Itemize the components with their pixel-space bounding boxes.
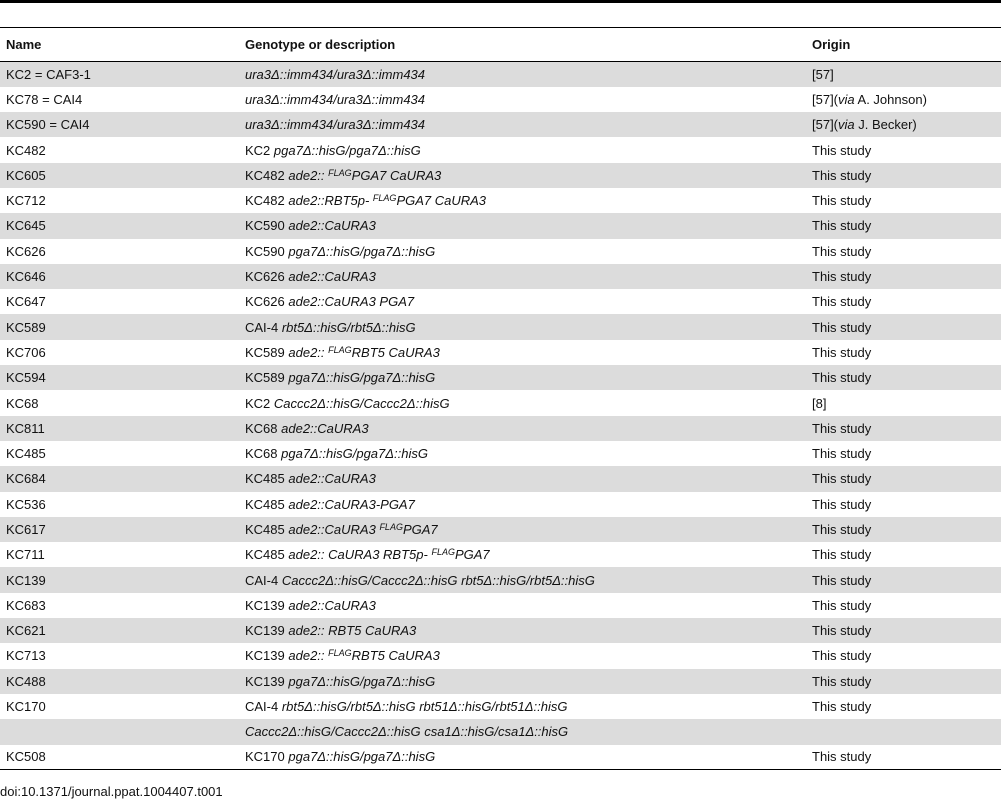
table-row bbox=[0, 441, 1001, 466]
strain-name-cell: KC2 = CAF3-1 bbox=[6, 66, 91, 82]
genotype-cell bbox=[244, 314, 811, 339]
table-row bbox=[0, 365, 1001, 390]
origin-cell bbox=[811, 517, 1001, 542]
origin-cell bbox=[811, 340, 1001, 365]
text-segment: ade2:: CaURA3 RBT5p- bbox=[288, 547, 432, 563]
table-row bbox=[0, 567, 1001, 592]
text-segment: RBT5 CaURA3 bbox=[351, 344, 440, 360]
text-segment: This study bbox=[812, 597, 872, 613]
genotype-cell bbox=[244, 517, 811, 542]
strain-name-cell: KC645 bbox=[6, 218, 46, 234]
strain-name-cell: KC646 bbox=[6, 269, 46, 285]
text-segment: ade2::CaURA3 bbox=[288, 597, 376, 613]
text-segment: This study bbox=[812, 547, 872, 563]
genotype-cell bbox=[244, 213, 811, 238]
strain-name-cell: KC589 bbox=[6, 319, 46, 335]
strain-name-cell: KC711 bbox=[6, 547, 45, 563]
superscript-tag: FLAG bbox=[379, 521, 403, 532]
table-row bbox=[0, 466, 1001, 491]
origin-cell bbox=[811, 289, 1001, 314]
origin-cell bbox=[811, 87, 1001, 112]
genotype-cell bbox=[244, 669, 811, 694]
doi-footnote: doi:10.1371/journal.ppat.1004407.t001 bbox=[0, 784, 223, 799]
origin-cell bbox=[811, 492, 1001, 517]
text-segment: [57]( bbox=[812, 91, 839, 107]
text-segment: This study bbox=[812, 167, 872, 183]
strain-name-cell: KC482 bbox=[6, 142, 46, 158]
table-row bbox=[0, 239, 1001, 264]
origin-cell bbox=[811, 593, 1001, 618]
origin-cell bbox=[811, 643, 1001, 668]
genotype-cell bbox=[244, 340, 811, 365]
text-segment: J. Becker) bbox=[854, 117, 917, 133]
text-segment: KC170 bbox=[245, 749, 289, 765]
genotype-cell bbox=[244, 416, 811, 441]
text-segment: KC626 bbox=[245, 269, 289, 285]
text-segment: KC485 bbox=[245, 547, 289, 563]
text-segment: pga7Δ::hisG/pga7Δ::hisG bbox=[273, 142, 421, 158]
superscript-tag: FLAG bbox=[372, 193, 397, 204]
text-segment: ura3Δ::imm434/ura3Δ::imm434 bbox=[245, 66, 426, 82]
table-row bbox=[0, 492, 1001, 517]
text-segment: ade2::CaURA3 bbox=[288, 471, 376, 487]
table-row bbox=[0, 745, 1001, 770]
text-segment: [57]( bbox=[812, 117, 839, 133]
genotype-cell bbox=[244, 567, 811, 592]
genotype-cell bbox=[244, 137, 811, 162]
text-segment: This study bbox=[812, 623, 872, 639]
text-segment: ade2::CaURA3 bbox=[288, 218, 376, 234]
genotype-cell bbox=[244, 188, 811, 213]
text-segment: ade2:: bbox=[288, 648, 329, 664]
text-segment: PGA7 bbox=[402, 521, 438, 537]
text-segment: KC139 bbox=[245, 673, 289, 689]
origin-cell bbox=[811, 719, 1001, 744]
text-segment: CAI-4 bbox=[245, 572, 282, 588]
header-name: Name bbox=[0, 28, 244, 62]
genotype-cell bbox=[244, 87, 811, 112]
table-row bbox=[0, 213, 1001, 238]
text-segment: This study bbox=[812, 420, 872, 436]
origin-cell bbox=[811, 542, 1001, 567]
text-segment: This study bbox=[812, 344, 872, 360]
origin-cell bbox=[811, 745, 1001, 770]
table-row bbox=[0, 593, 1001, 618]
text-segment: KC590 bbox=[245, 243, 289, 259]
text-segment: A. Johnson) bbox=[854, 91, 927, 107]
text-segment: via bbox=[838, 91, 855, 107]
text-segment: ura3Δ::imm434/ura3Δ::imm434 bbox=[245, 117, 426, 133]
header-origin: Origin bbox=[811, 28, 1001, 62]
text-segment: PGA7 CaURA3 bbox=[351, 167, 442, 183]
text-segment: CAI-4 bbox=[245, 319, 282, 335]
origin-cell bbox=[811, 314, 1001, 339]
strain-name-cell: KC590 = CAI4 bbox=[6, 117, 90, 133]
strain-name-cell: KC684 bbox=[6, 471, 46, 487]
text-segment: PGA7 bbox=[454, 547, 490, 563]
strain-name-cell: KC508 bbox=[0, 745, 244, 770]
text-segment: This study bbox=[812, 521, 872, 537]
genotype-cell bbox=[244, 745, 811, 770]
table-row bbox=[0, 87, 1001, 112]
strain-name-cell: KC706 bbox=[6, 344, 46, 360]
genotype-cell bbox=[244, 492, 811, 517]
genotype-cell bbox=[244, 390, 811, 415]
table-row bbox=[0, 390, 1001, 415]
text-segment: KC485 bbox=[245, 521, 289, 537]
origin-cell bbox=[811, 441, 1001, 466]
text-segment: ade2:: bbox=[288, 344, 329, 360]
text-segment: rbt5Δ::hisG/rbt5Δ::hisG bbox=[281, 319, 416, 335]
text-segment: This study bbox=[812, 648, 872, 664]
table-row bbox=[0, 669, 1001, 694]
origin-cell bbox=[811, 416, 1001, 441]
strain-name-cell: KC536 bbox=[6, 496, 46, 512]
text-segment: ade2::CaURA3-PGA7 bbox=[288, 496, 415, 512]
superscript-tag: FLAG bbox=[328, 648, 352, 659]
table-row bbox=[0, 416, 1001, 441]
text-segment: KC139 bbox=[245, 597, 289, 613]
text-segment: ade2:: bbox=[288, 167, 329, 183]
origin-cell bbox=[811, 62, 1001, 87]
text-segment: pga7Δ::hisG/pga7Δ::hisG bbox=[288, 673, 436, 689]
origin-cell bbox=[811, 694, 1001, 719]
table-row bbox=[0, 517, 1001, 542]
text-segment: Caccc2Δ::hisG/Caccc2Δ::hisG bbox=[273, 395, 450, 411]
strain-name-cell: KC626 bbox=[6, 243, 46, 259]
genotype-cell bbox=[244, 593, 811, 618]
table-row bbox=[0, 694, 1001, 719]
text-segment: KC485 bbox=[245, 471, 289, 487]
text-segment: This study bbox=[812, 193, 872, 209]
superscript-tag: FLAG bbox=[328, 344, 352, 355]
strain-name-cell: KC68 bbox=[6, 395, 39, 411]
genotype-cell bbox=[244, 365, 811, 390]
genotype-cell bbox=[244, 694, 811, 719]
origin-cell bbox=[811, 239, 1001, 264]
genotype-cell bbox=[244, 441, 811, 466]
table-row bbox=[0, 719, 1001, 744]
text-segment: KC2 bbox=[245, 395, 274, 411]
text-segment: [57] bbox=[812, 66, 834, 82]
strain-name-cell: KC683 bbox=[6, 597, 46, 613]
text-segment: CAI-4 bbox=[245, 699, 282, 715]
text-segment: This study bbox=[812, 319, 872, 335]
text-segment: ade2::CaURA3 bbox=[288, 521, 380, 537]
origin-cell bbox=[811, 669, 1001, 694]
table-row bbox=[0, 188, 1001, 213]
text-segment: pga7Δ::hisG/pga7Δ::hisG bbox=[281, 446, 428, 462]
text-segment: This study bbox=[812, 243, 872, 259]
genotype-cell bbox=[244, 264, 811, 289]
top-rule bbox=[0, 0, 1001, 3]
origin-cell bbox=[811, 188, 1001, 213]
strain-name-cell: KC488 bbox=[6, 673, 46, 689]
strain-name-cell: KC712 bbox=[6, 193, 46, 209]
text-segment: ade2::RBT5p- bbox=[288, 193, 373, 209]
text-segment: KC589 bbox=[245, 344, 289, 360]
genotype-cell bbox=[244, 719, 811, 744]
origin-cell bbox=[811, 466, 1001, 491]
text-segment: ade2:: RBT5 CaURA3 bbox=[288, 623, 417, 639]
genotype-cell bbox=[244, 289, 811, 314]
table-header bbox=[0, 28, 1001, 62]
origin-cell bbox=[811, 567, 1001, 592]
text-segment: This study bbox=[812, 142, 872, 158]
genotype-cell bbox=[244, 163, 811, 188]
origin-cell bbox=[811, 112, 1001, 137]
text-segment: KC139 bbox=[245, 623, 289, 639]
table-row bbox=[0, 137, 1001, 162]
header-row bbox=[0, 28, 1001, 62]
origin-cell bbox=[811, 264, 1001, 289]
superscript-tag: FLAG bbox=[431, 547, 455, 558]
genotype-cell bbox=[244, 466, 811, 491]
strain-name-cell: KC811 bbox=[6, 420, 45, 436]
text-segment: [8] bbox=[812, 395, 827, 411]
header-genotype: Genotype or description bbox=[244, 28, 811, 62]
text-segment: KC2 bbox=[245, 142, 274, 158]
origin-cell bbox=[811, 618, 1001, 643]
strain-table bbox=[0, 27, 1001, 770]
text-segment: Caccc2Δ::hisG/Caccc2Δ::hisG rbt5Δ::hisG/rbt5Δ::hisG bbox=[281, 572, 595, 588]
strain-name-cell: KC605 bbox=[6, 167, 46, 183]
origin-cell bbox=[811, 213, 1001, 238]
text-segment: KC482 bbox=[245, 167, 289, 183]
text-segment: KC68 bbox=[245, 420, 282, 436]
table-row bbox=[0, 618, 1001, 643]
table-row bbox=[0, 314, 1001, 339]
text-segment: This study bbox=[812, 370, 872, 386]
strain-name-cell: KC713 bbox=[6, 648, 46, 664]
text-segment: KC482 bbox=[245, 193, 289, 209]
table-row bbox=[0, 340, 1001, 365]
strain-name-cell: KC621 bbox=[6, 623, 46, 639]
text-segment: KC139 bbox=[245, 648, 289, 664]
strain-name-cell: KC78 = CAI4 bbox=[6, 91, 83, 107]
genotype-cell bbox=[244, 239, 811, 264]
genotype-cell bbox=[244, 643, 811, 668]
strain-name-cell bbox=[0, 719, 244, 744]
text-segment: This study bbox=[812, 699, 872, 715]
origin-cell bbox=[811, 137, 1001, 162]
genotype-cell bbox=[244, 542, 811, 567]
origin-cell bbox=[811, 365, 1001, 390]
text-segment: KC589 bbox=[245, 370, 289, 386]
text-segment: KC485 bbox=[245, 496, 289, 512]
strain-name-cell: KC617 bbox=[6, 521, 46, 537]
text-segment: This study bbox=[812, 572, 872, 588]
text-segment: KC590 bbox=[245, 218, 289, 234]
text-segment: ura3Δ::imm434/ura3Δ::imm434 bbox=[245, 91, 426, 107]
text-segment: via bbox=[838, 117, 855, 133]
text-segment: RBT5 CaURA3 bbox=[351, 648, 440, 664]
genotype-cell bbox=[244, 112, 811, 137]
superscript-tag: FLAG bbox=[328, 167, 352, 178]
text-segment: KC626 bbox=[245, 294, 289, 310]
text-segment: pga7Δ::hisG/pga7Δ::hisG bbox=[288, 749, 436, 765]
text-segment: pga7Δ::hisG/pga7Δ::hisG bbox=[288, 370, 436, 386]
strain-name-cell: KC594 bbox=[6, 370, 46, 386]
text-segment: This study bbox=[812, 749, 872, 765]
text-segment: KC68 bbox=[245, 446, 282, 462]
text-segment: ade2::CaURA3 bbox=[288, 269, 376, 285]
strain-name-cell: KC647 bbox=[6, 294, 46, 310]
text-segment: This study bbox=[812, 471, 872, 487]
text-segment: Caccc2Δ::hisG/Caccc2Δ::hisG csa1Δ::hisG/csa1Δ::hisG bbox=[245, 724, 569, 740]
genotype-cell bbox=[244, 618, 811, 643]
strain-name-cell: KC170 bbox=[6, 699, 46, 715]
text-segment: This study bbox=[812, 673, 872, 689]
table-row bbox=[0, 643, 1001, 668]
table-body bbox=[0, 62, 1001, 770]
text-segment: rbt5Δ::hisG/rbt5Δ::hisG rbt51Δ::hisG/rbt51Δ::hisG bbox=[281, 699, 568, 715]
text-segment: This study bbox=[812, 446, 872, 462]
table-row bbox=[0, 112, 1001, 137]
origin-cell bbox=[811, 163, 1001, 188]
table-row bbox=[0, 264, 1001, 289]
table-row bbox=[0, 163, 1001, 188]
text-segment: This study bbox=[812, 294, 872, 310]
genotype-cell bbox=[244, 62, 811, 87]
strain-name-cell: KC485 bbox=[6, 446, 46, 462]
text-segment: ade2::CaURA3 PGA7 bbox=[288, 294, 415, 310]
table-row bbox=[0, 542, 1001, 567]
text-segment: This study bbox=[812, 269, 872, 285]
text-segment: ade2::CaURA3 bbox=[281, 420, 369, 436]
text-segment: This study bbox=[812, 218, 872, 234]
text-segment: PGA7 CaURA3 bbox=[396, 193, 487, 209]
origin-cell bbox=[811, 390, 1001, 415]
table-row bbox=[0, 62, 1001, 87]
text-segment: pga7Δ::hisG/pga7Δ::hisG bbox=[288, 243, 436, 259]
strain-name-cell: KC139 bbox=[6, 572, 46, 588]
text-segment: This study bbox=[812, 496, 872, 512]
table-row bbox=[0, 289, 1001, 314]
